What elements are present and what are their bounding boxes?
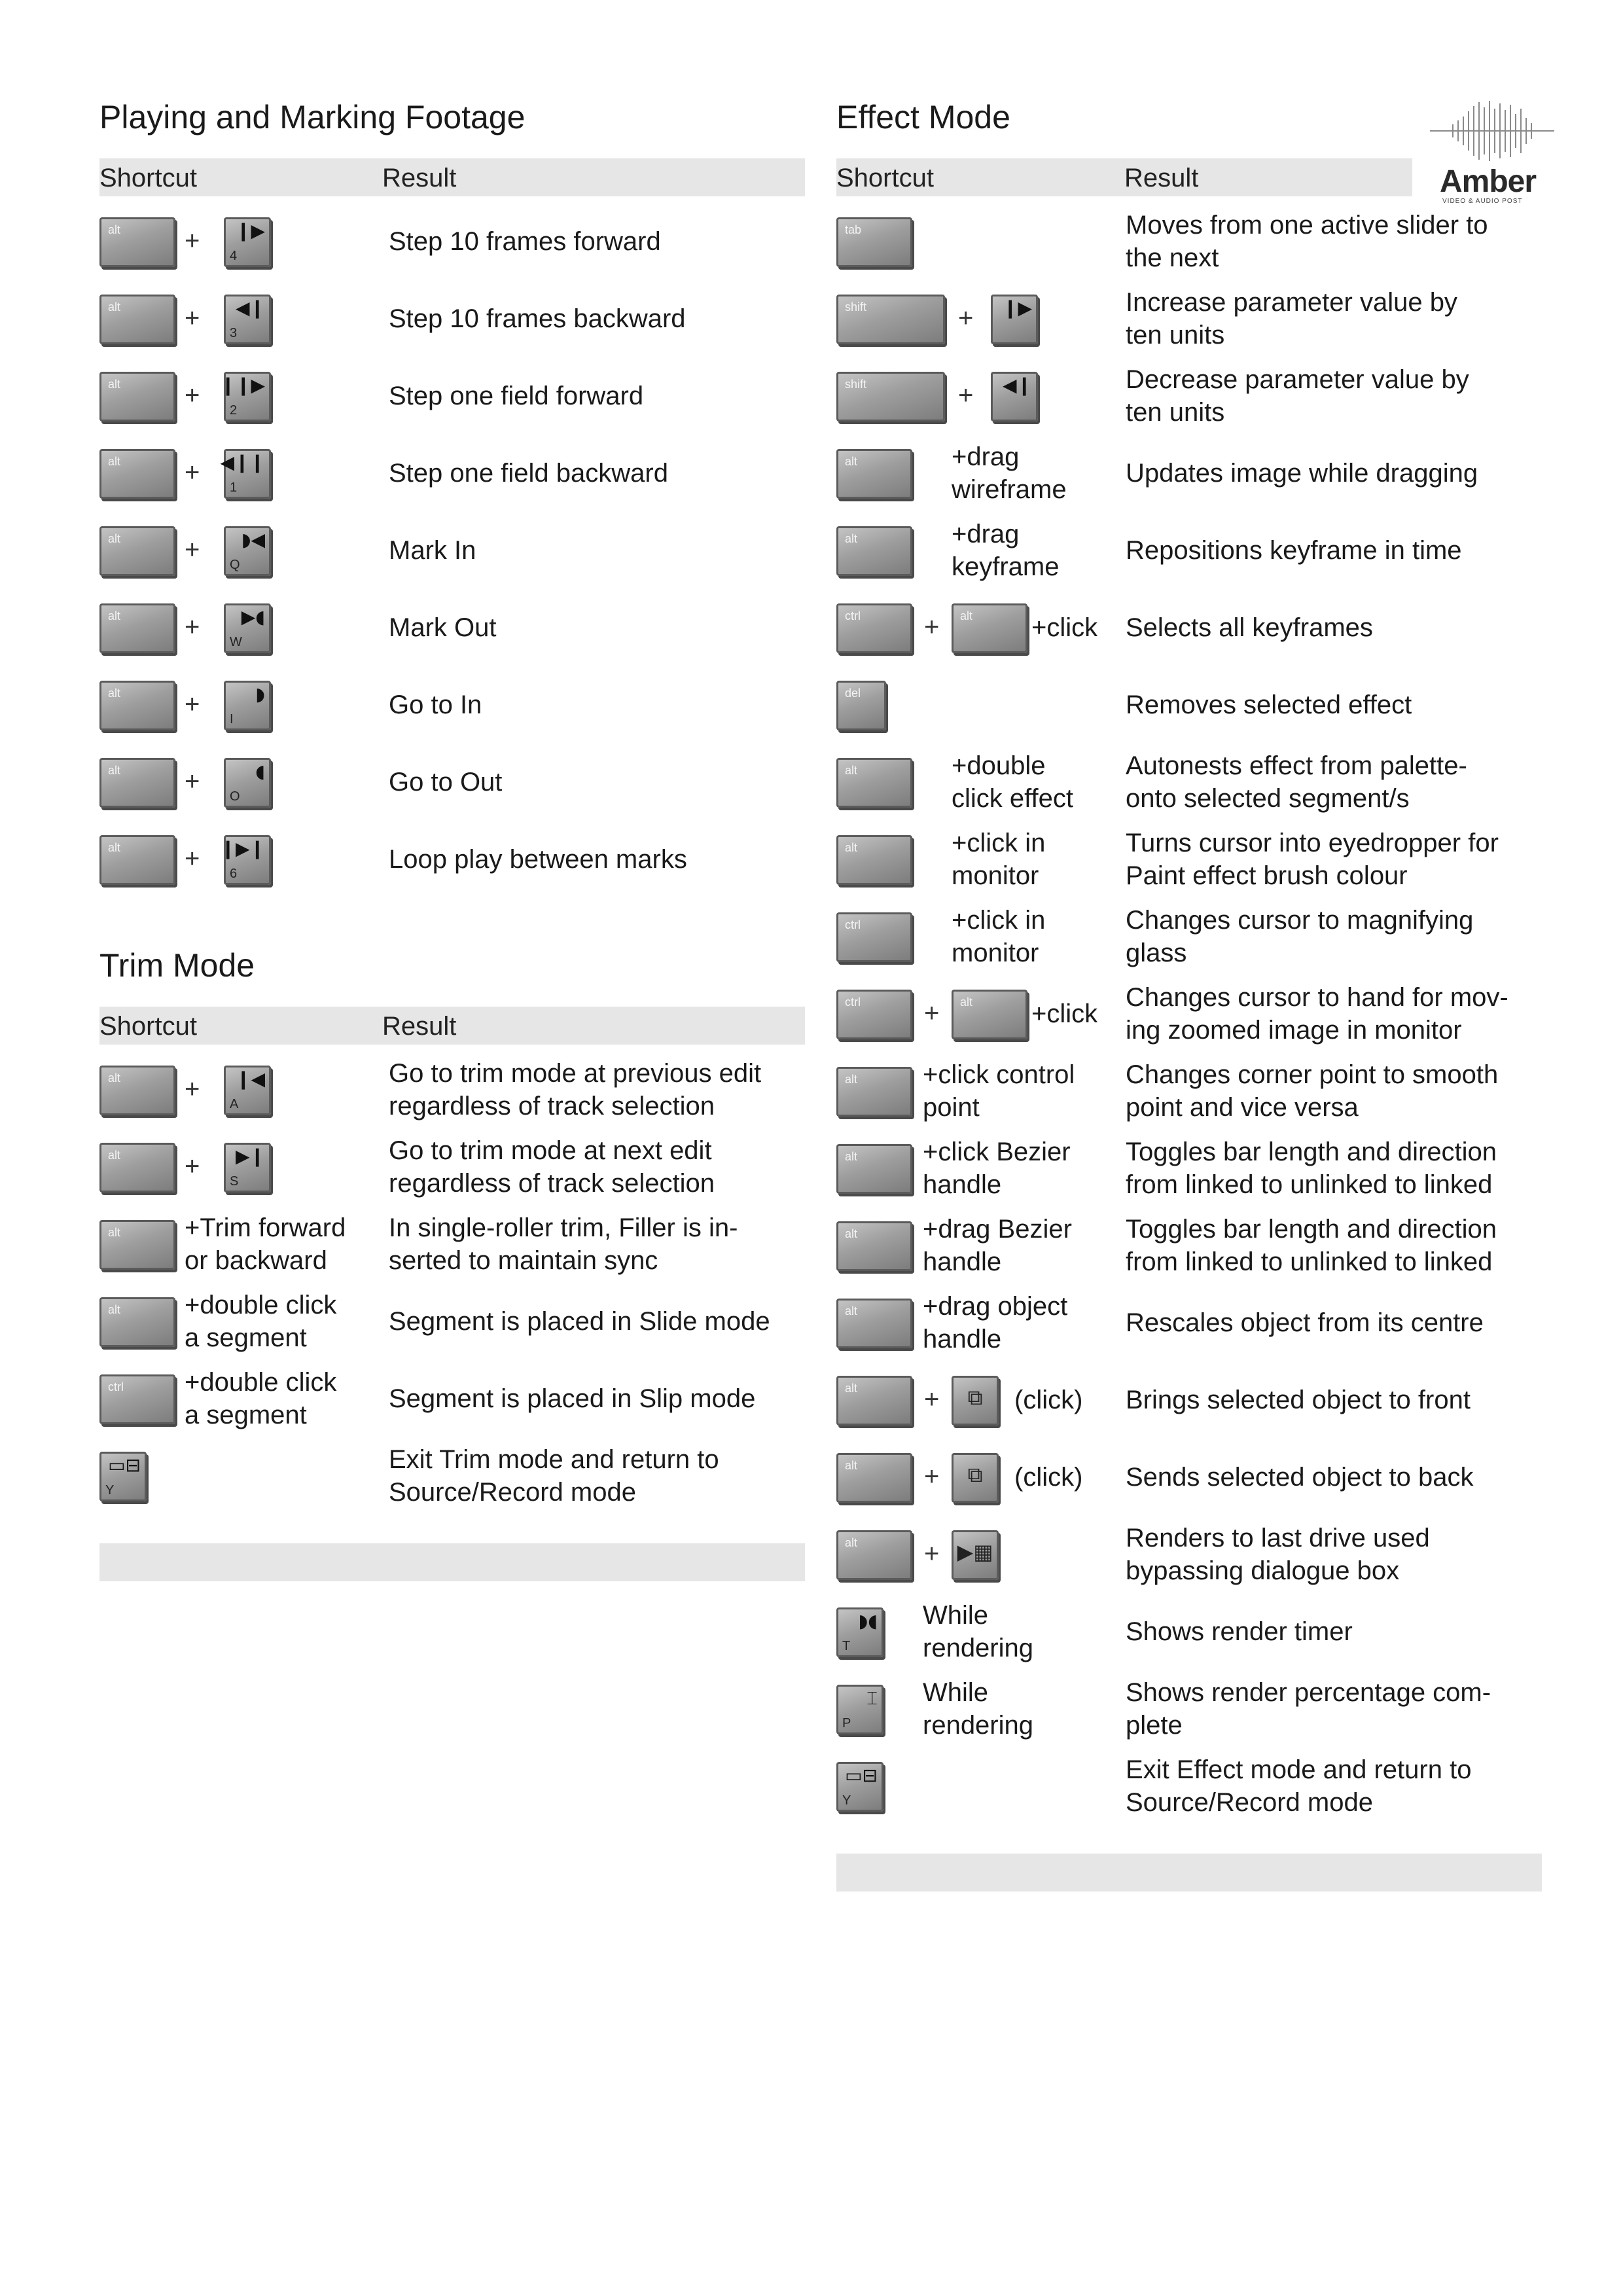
alt-key: alt [99, 372, 175, 422]
source-record-icon: ▭⊟ Y [836, 1762, 883, 1812]
alt-key: alt [99, 835, 175, 885]
shortcut-row [99, 666, 805, 744]
result-text: Exit Effect mode and return to Source/Record mode [1126, 1755, 1472, 1817]
plus-sign: + [185, 458, 200, 487]
alt-key: alt [99, 1066, 175, 1115]
alt-key: alt [99, 449, 175, 499]
header-result: Result [382, 1012, 457, 1041]
del-key: del [836, 681, 886, 730]
alt-key: alt [836, 1299, 912, 1348]
shortcut-action-text: +Trim forward or backward [185, 1213, 346, 1275]
table-footer-bar [836, 1854, 1542, 1892]
plus-sign: + [185, 844, 200, 873]
header-shortcut: Shortcut [99, 1012, 197, 1041]
result-text: Removes selected effect [1126, 691, 1412, 719]
result-text: Step one field backward [389, 459, 668, 488]
result-text: Moves from one active slider to the next [1126, 211, 1488, 272]
alt-key: alt [836, 758, 912, 808]
trim-previous-icon: ❙◀ A [224, 1066, 271, 1115]
shortcut-row [99, 357, 805, 435]
plus-sign: + [185, 535, 200, 564]
go-to-out-icon: ◖ O [224, 758, 271, 808]
shortcut-action-text: (click) [1014, 1386, 1083, 1414]
shortcut-row [99, 435, 805, 512]
shortcut-row [836, 203, 1542, 280]
shortcut-action-text: +drag keyframe [952, 520, 1060, 581]
trim-next-icon: ▶❙ S [224, 1143, 271, 1193]
table-footer-bar [99, 1543, 805, 1581]
tab-key: tab [836, 217, 912, 267]
result-text: Step 10 frames forward [389, 227, 661, 256]
shortcut-row [99, 1128, 805, 1206]
header-result: Result [1124, 164, 1199, 192]
amber-logo-tagline: VIDEO & AUDIO POST [1442, 198, 1523, 205]
loop-play-icon: ❙▶❙ 6 [224, 835, 271, 885]
ctrl-key: ctrl [836, 912, 912, 962]
amber-logo-text: Amber [1440, 164, 1537, 199]
result-text: Shows render percentage com- plete [1126, 1678, 1491, 1740]
alt-key: alt [99, 1143, 175, 1193]
shortcut-row [836, 744, 1542, 821]
shortcut-row [836, 1670, 1542, 1748]
plus-sign: + [924, 1462, 940, 1491]
alt-key: alt [99, 758, 175, 808]
send-to-back-icon: ⧉ [952, 1453, 999, 1503]
shortcut-row [99, 589, 805, 666]
shortcut-action-text: While rendering [923, 1678, 1034, 1740]
alt-key: alt [836, 1453, 912, 1503]
header-shortcut: Shortcut [99, 164, 197, 192]
plus-sign: + [958, 304, 974, 332]
shortcut-row [836, 1439, 1542, 1516]
shortcut-row [99, 203, 805, 280]
plus-sign: + [185, 381, 200, 410]
section-title-effect: Effect Mode [836, 99, 1010, 135]
result-text: Changes cursor to hand for mov- ing zoomed image in monitor [1126, 983, 1508, 1045]
table-header [99, 158, 805, 196]
result-text: Repositions keyframe in time [1126, 536, 1462, 565]
result-text: Go to trim mode at next edit regardless of track selection [389, 1136, 715, 1198]
shortcut-row [99, 1051, 805, 1128]
result-text: Decrease parameter value by ten units [1126, 365, 1469, 427]
render-icon: ▶▦ [952, 1530, 999, 1580]
alt-key: alt [836, 1530, 912, 1580]
plus-sign: + [185, 226, 200, 255]
result-text: Segment is placed in Slide mode [389, 1307, 770, 1336]
result-text: Step 10 frames backward [389, 304, 686, 333]
shortcut-row [836, 357, 1542, 435]
result-text: Sends selected object to back [1126, 1463, 1474, 1492]
shortcut-action-text: +click [1031, 613, 1098, 642]
shortcut-row [99, 744, 805, 821]
result-text: In single-roller trim, Filler is in- serted to maintain sync [389, 1213, 738, 1275]
alt-key: alt [836, 526, 912, 576]
result-text: Segment is placed in Slip mode [389, 1384, 756, 1413]
decrease-icon: ◀❙ [991, 372, 1038, 422]
render-percent-icon: ⌶ P [836, 1685, 883, 1734]
shortcut-row [99, 1437, 805, 1515]
result-text: Updates image while dragging [1126, 459, 1478, 488]
plus-sign: + [924, 1539, 940, 1568]
shortcut-action-text: +double click a segment [185, 1291, 337, 1352]
result-text: Go to Out [389, 768, 503, 797]
ctrl-key: ctrl [836, 603, 912, 653]
result-text: Toggles bar length and direction from linked to unlinked to linked [1126, 1215, 1497, 1276]
shortcut-action-text: (click) [1014, 1463, 1083, 1492]
shortcut-action-text: While rendering [923, 1601, 1034, 1662]
shortcut-row [836, 1207, 1542, 1284]
shortcut-row [836, 975, 1542, 1052]
render-timer-icon: ◗◖ T [836, 1607, 883, 1657]
shortcut-row [99, 821, 805, 898]
shortcut-row [836, 666, 1542, 744]
result-text: Changes corner point to smooth point and vice versa [1126, 1060, 1499, 1122]
header-shortcut: Shortcut [836, 164, 934, 192]
alt-key: alt [836, 449, 912, 499]
shortcut-row [836, 821, 1542, 898]
shortcut-row [836, 435, 1542, 512]
result-text: Step one field forward [389, 382, 644, 410]
plus-sign: + [924, 1385, 940, 1414]
shift-key: shift [836, 295, 945, 344]
alt-key: alt [836, 1144, 912, 1194]
shortcut-row [99, 1283, 805, 1360]
alt-key: alt [99, 1297, 175, 1347]
result-text: Shows render timer [1126, 1617, 1353, 1646]
alt-key: alt [99, 295, 175, 344]
plus-sign: + [185, 767, 200, 796]
plus-sign: + [924, 999, 940, 1028]
result-text: Autonests effect from palette- onto selected segment/s [1126, 751, 1467, 813]
alt-key: alt [99, 1220, 175, 1270]
result-text: Brings selected object to front [1126, 1386, 1471, 1414]
shortcut-action-text: +click Bezier handle [923, 1138, 1071, 1199]
go-to-in-icon: ◗ I [224, 681, 271, 730]
header-result: Result [382, 164, 457, 192]
shortcut-row [99, 1360, 805, 1437]
alt-key: alt [99, 603, 175, 653]
shortcut-row [836, 280, 1542, 357]
section-title-playing: Playing and Marking Footage [99, 99, 526, 135]
alt-key: alt [952, 990, 1027, 1039]
plus-sign: + [185, 613, 200, 641]
plus-sign: + [924, 613, 940, 641]
shortcut-row [99, 280, 805, 357]
alt-key: alt [836, 1221, 912, 1271]
increase-icon: ❙▶ [991, 295, 1038, 344]
shortcut-row [836, 1361, 1542, 1439]
mark-in-icon: ◗◀ Q [224, 526, 271, 576]
shortcut-row [836, 1052, 1542, 1130]
alt-key: alt [836, 1067, 912, 1117]
result-text: Toggles bar length and direction from linked to unlinked to linked [1126, 1138, 1497, 1199]
source-record-icon: ▭⊟ Y [99, 1452, 147, 1501]
shortcut-action-text: +click [1031, 999, 1098, 1028]
table-header [836, 158, 1412, 196]
section-title-trim: Trim Mode [99, 947, 255, 984]
plus-sign: + [958, 381, 974, 410]
plus-sign: + [185, 1075, 200, 1103]
mark-out-icon: ▶◖ W [224, 603, 271, 653]
result-text: Selects all keyframes [1126, 613, 1373, 642]
alt-key: alt [99, 217, 175, 267]
shortcut-action-text: +double click effect [952, 751, 1073, 813]
shortcut-row [836, 512, 1542, 589]
result-text: Exit Trim mode and return to Source/Record mode [389, 1445, 719, 1507]
shift-key: shift [836, 372, 945, 422]
step-backward-icon: ◀❙ 3 [224, 295, 271, 344]
alt-key: alt [99, 526, 175, 576]
result-text: Rescales object from its centre [1126, 1308, 1484, 1337]
step-forward-icon: ❙▶ 4 [224, 217, 271, 267]
alt-key: alt [99, 681, 175, 730]
plus-sign: + [185, 304, 200, 332]
bring-to-front-icon: ⧉ [952, 1376, 999, 1426]
shortcut-row [836, 1516, 1542, 1593]
shortcut-row [836, 1748, 1542, 1825]
shortcut-action-text: +drag wireframe [952, 442, 1067, 504]
result-text: Mark In [389, 536, 476, 565]
shortcut-action-text: +click control point [923, 1060, 1075, 1122]
shortcut-row [836, 1593, 1542, 1670]
result-text: Turns cursor into eyedropper for Paint effect brush colour [1126, 829, 1499, 890]
shortcut-row [836, 1284, 1542, 1361]
result-text: Go to trim mode at previous edit regardless of track selection [389, 1059, 762, 1121]
plus-sign: + [185, 690, 200, 719]
result-text: Mark Out [389, 613, 497, 642]
shortcut-action-text: +click in monitor [952, 906, 1046, 967]
result-text: Changes cursor to magnifying glass [1126, 906, 1474, 967]
alt-key: alt [952, 603, 1027, 653]
shortcut-action-text: +double click a segment [185, 1368, 337, 1429]
alt-key: alt [836, 835, 912, 885]
result-text: Loop play between marks [389, 845, 687, 874]
field-backward-icon: ◀❙❙ 1 [224, 449, 271, 499]
result-text: Go to In [389, 691, 482, 719]
plus-sign: + [185, 1152, 200, 1181]
shortcut-row [99, 1206, 805, 1283]
shortcut-action-text: +click in monitor [952, 829, 1046, 890]
alt-key: alt [836, 1376, 912, 1426]
table-header [99, 1007, 805, 1045]
ctrl-key: ctrl [99, 1374, 175, 1424]
ctrl-key: ctrl [836, 990, 912, 1039]
result-text: Renders to last drive used bypassing dialogue box [1126, 1524, 1430, 1585]
shortcut-row [99, 512, 805, 589]
shortcut-action-text: +drag Bezier handle [923, 1215, 1072, 1276]
shortcut-row [836, 1130, 1542, 1207]
shortcut-action-text: +drag object handle [923, 1292, 1068, 1354]
field-forward-icon: ❙❙▶ 2 [224, 372, 271, 422]
shortcut-row [836, 898, 1542, 975]
result-text: Increase parameter value by ten units [1126, 288, 1457, 350]
shortcut-row [836, 589, 1542, 666]
